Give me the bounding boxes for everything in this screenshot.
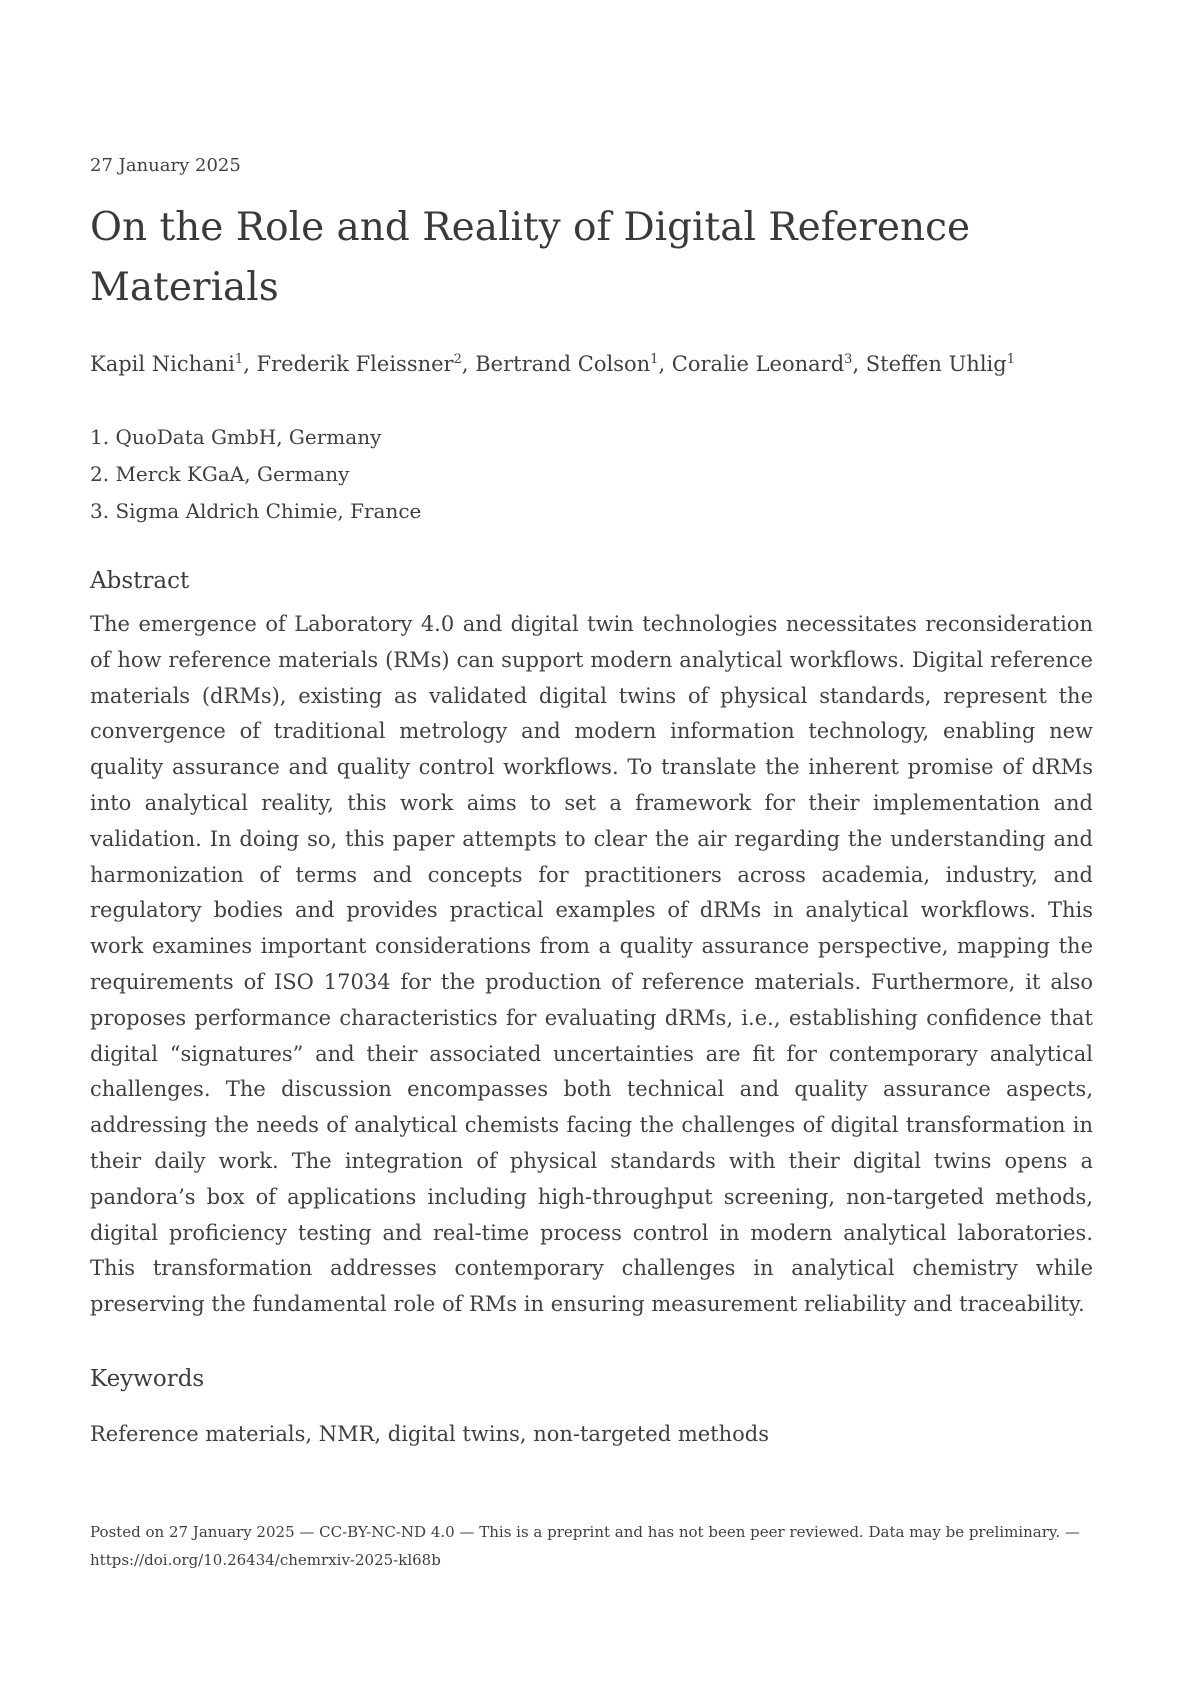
author-affiliation-ref: 1 — [1006, 352, 1015, 367]
author-name: Kapil Nichani — [90, 352, 235, 376]
author-name: Bertrand Colson — [475, 352, 651, 376]
author-name: Frederik Fleissner — [256, 352, 454, 376]
abstract-heading: Abstract — [90, 568, 190, 594]
footer-note: Posted on 27 January 2025 — CC-BY-NC-ND 4.0 — This is a preprint and has not been peer reviewed. Data may be preliminary. — https://doi.org/10.26434/chemrxiv-2025-kl68b — [90, 1522, 1080, 1569]
abstract-text: The emergence of Laboratory 4.0 and digital twin technologies necessitates reconsideration of how reference materials (RMs) can support modern analytical workflows. Digital reference materials (dRMs), existing as validated digital twins of physical standards, represent the convergence of traditional metrology and modern information technology, enabling new quality assurance and quality control workflows. To translate the inherent promise of dRMs into analytical reality, this work aims to set a framework for their implementation and validation. In doing so, this paper attempts to clear the air regarding the understanding and harmonization of terms and concepts for practitioners across academia, industry, and regulatory bodies and provides practical examples of dRMs in analytical workflows. This work examines important considerations from a quality assurance perspective, mapping the requirements of ISO 17034 for the production of reference materials. Furthermore, it also proposes performance characteristics for evaluating dRMs, i.e., establishing confidence that digital “signatures” and their associated uncertainties are fit for contemporary analytical challenges. The discussion encompasses both technical and quality assurance aspects, addressing the needs of analytical chemists facing the challenges of digital transformation in their daily work. The integration of physical standards with their digital twins opens a pandora’s box of applications including high-throughput screening, non-targeted methods, digital proficiency testing and real-time process control in modern analytical laboratories. This transformation addresses contemporary challenges in analytical chemistry while preserving the fundamental role of RMs in ensuring measurement reliability and traceability. — [90, 612, 1093, 1317]
affiliation-item: 1. QuoData GmbH, Germany — [90, 425, 382, 449]
author-affiliation-ref: 3 — [844, 352, 853, 367]
affiliation-item: 3. Sigma Aldrich Chimie, France — [90, 499, 422, 523]
author-affiliation-ref: 1 — [234, 352, 244, 367]
author-list: Kapil Nichani$^1$, Frederik Fleissner$^2$, Bertrand Colson$^1$, Coralie Leonard$^3$, Steffen Uhlig$^1$ — [90, 352, 1015, 376]
author-affiliation-ref: 2 — [453, 352, 462, 367]
author-name: Steffen Uhlig — [865, 352, 1007, 376]
author-affiliation-ref: 1 — [650, 352, 659, 367]
affiliation-item: 2. Merck KGaA, Germany — [90, 462, 350, 486]
paper-title: On the Role and Reality of Digital Reference Materials — [90, 205, 971, 310]
keywords-text: Reference materials, NMR, digital twins, non-targeted methods — [90, 1421, 770, 1446]
affiliation-list — [90, 424, 1093, 524]
posted-date: 27 January 2025 — [90, 155, 241, 176]
keywords-heading: Keywords — [90, 1365, 205, 1392]
author-name: Coralie Leonard — [671, 352, 845, 376]
